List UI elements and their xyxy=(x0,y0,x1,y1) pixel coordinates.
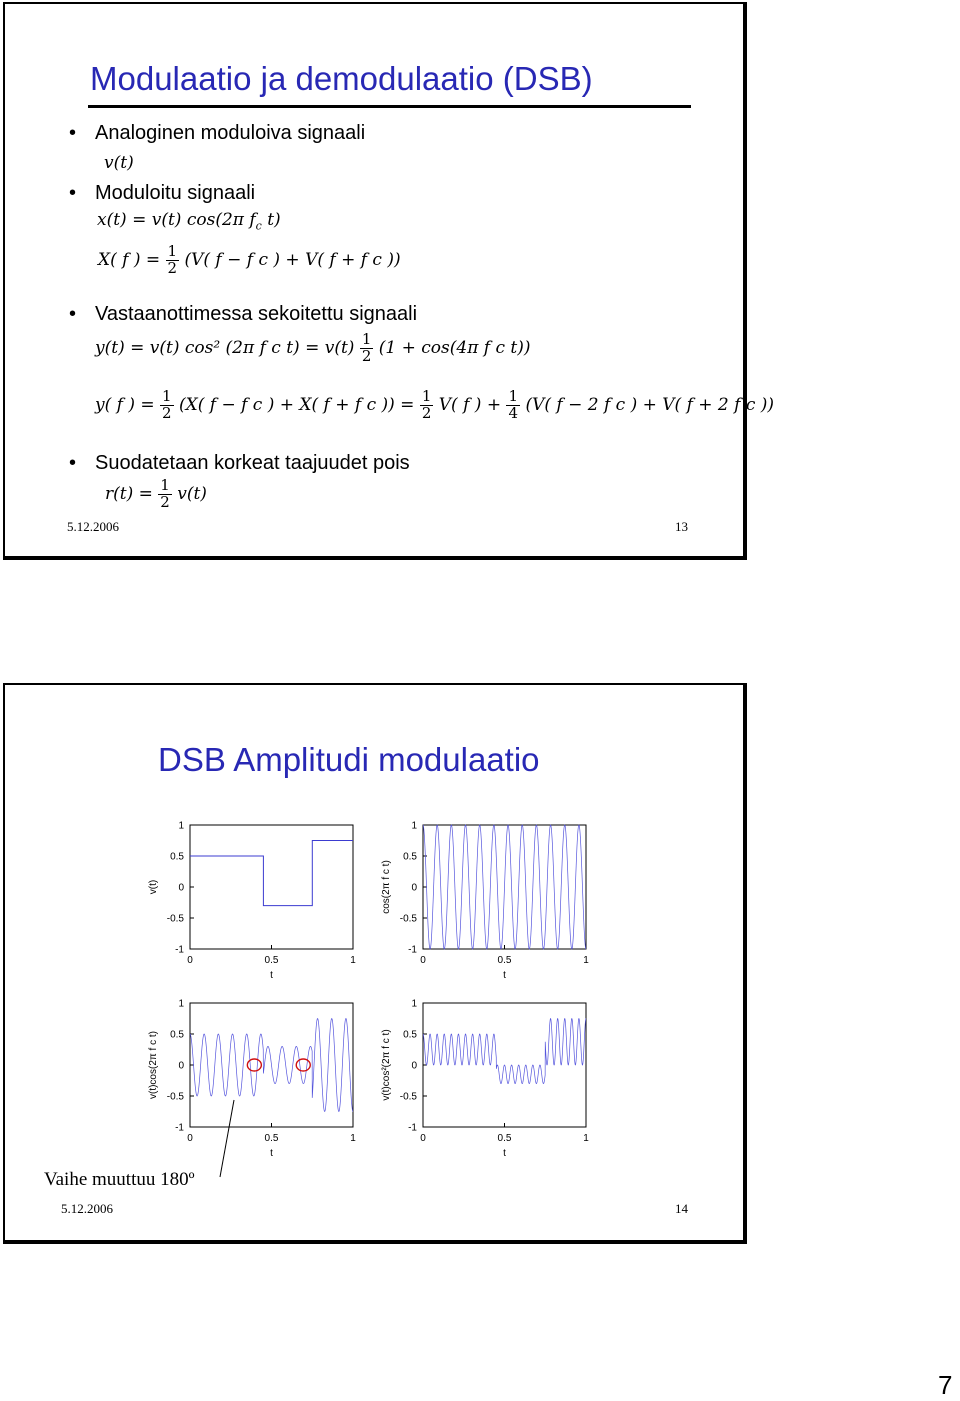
bullet-dot-icon: • xyxy=(69,122,77,144)
x-tick-label: 0 xyxy=(187,1133,193,1144)
y-tick-label: -0.5 xyxy=(166,913,184,925)
slide-14 xyxy=(3,683,747,1244)
page-number: 7 xyxy=(938,1370,953,1400)
x-axis-label: t xyxy=(270,1148,273,1159)
slide-title: Modulaatio ja demodulaatio (DSB) xyxy=(90,60,593,97)
y-tick-label: 1 xyxy=(178,820,184,832)
chart-2 xyxy=(423,825,586,949)
bullet-dot-icon: • xyxy=(69,182,77,204)
x-tick-label: 1 xyxy=(350,955,356,966)
y-tick-label: 1 xyxy=(411,820,417,832)
y-axis-label: v(t)cos(2π f c t) xyxy=(148,1030,159,1100)
x-axis-label: t xyxy=(270,970,273,981)
formula-r-t: r(t) = $\frac{1}{2}$ v(t) xyxy=(105,476,207,511)
x-tick-label: 0.5 xyxy=(264,1133,279,1144)
y-tick-label: 1 xyxy=(411,998,417,1010)
slide-13: Modulaatio ja demodulaatio (DSB) • Analoginen moduloiva signaali v(t) • Moduloitu signaali x(t) = v(t) cos(2π $f_c$ t) X( f ) = $\frac{1}{2}$ (V( f − f c ) + V( f + f c )) • Vastaanottimessa sekoitettu signaali y(t) = v(t) cos² (2π f c t) = v(t) $\frac{1}{2}$ (1 + cos(4π f c t)) y( f ) = $\frac{1}{2}$ (X( f − f c ) + X( f + f c )) = $\frac{1}{2}$ V( f ) + $\frac{1}{4}$ (V( f − 2 f c ) + V( f + 2 f c )) • Suodatetaan korkeat taajuudet pois r(t) = $\frac{1}{2}$ v(t) 5.12.2006 13 xyxy=(3,2,747,560)
x-tick-label: 0 xyxy=(420,955,426,966)
x-tick-label: 0.5 xyxy=(264,955,279,966)
x-axis-label: t xyxy=(503,970,506,981)
y-tick-label: 0 xyxy=(411,1060,417,1072)
footer-date: 5.12.2006 xyxy=(67,519,119,534)
y-tick-label: 0.5 xyxy=(170,851,184,863)
y-axis-label: v(t) xyxy=(148,879,159,895)
y-tick-label: -0.5 xyxy=(166,1091,184,1103)
chart-4 xyxy=(423,1003,586,1127)
x-axis-label: t xyxy=(503,1148,506,1159)
y-tick-label: 0 xyxy=(178,882,184,894)
y-tick-label: 0 xyxy=(178,1060,184,1072)
charts-panel xyxy=(5,685,745,1240)
y-tick-label: -1 xyxy=(175,1122,184,1134)
y-tick-label: -1 xyxy=(408,1122,417,1134)
formula-y-t: y(t) = v(t) cos² (2π f c t) = v(t) $\frac{1}{2}$ (1 + cos(4π f c t)) xyxy=(95,330,531,365)
bullet-dot-icon: • xyxy=(69,303,77,325)
footer-date: 5.12.2006 xyxy=(61,1201,113,1216)
x-tick-label: 0.5 xyxy=(497,955,512,966)
y-tick-label: -0.5 xyxy=(399,1091,417,1103)
formula-v-t: v(t) xyxy=(104,153,134,173)
chart-3 xyxy=(190,1003,353,1127)
formula-x-t: x(t) = v(t) cos(2π $f_c$ t) xyxy=(97,210,281,233)
x-tick-label: 0.5 xyxy=(497,1133,512,1144)
formula-y-f: y( f ) = $\frac{1}{2}$ (X( f − f c ) + X( f + f c )) = $\frac{1}{2}$ V( f ) + $\frac{1}{4}$ (V( f − 2 f c ) + V( f + 2 f c )) xyxy=(95,387,775,422)
x-tick-label: 1 xyxy=(583,955,589,966)
title-divider xyxy=(88,105,691,108)
phase-caption: Vaihe muuttuu 180º xyxy=(44,1169,195,1190)
footer-slide-number: 14 xyxy=(675,1201,688,1216)
y-tick-label: 0.5 xyxy=(170,1029,184,1041)
y-tick-label: 1 xyxy=(178,998,184,1010)
y-tick-label: -1 xyxy=(408,944,417,956)
y-axis-label: cos(2π f c t) xyxy=(381,860,392,914)
x-tick-label: 1 xyxy=(583,1133,589,1144)
x-tick-label: 0 xyxy=(420,1133,426,1144)
y-tick-label: 0 xyxy=(411,882,417,894)
x-tick-label: 1 xyxy=(350,1133,356,1144)
formula-X-f: X( f ) = $\frac{1}{2}$ (V( f − f c ) + V( f + f c )) xyxy=(98,242,401,277)
bullet-dot-icon: • xyxy=(69,452,77,474)
y-tick-label: -0.5 xyxy=(399,913,417,925)
y-tick-label: 0.5 xyxy=(403,851,417,863)
plot-frame xyxy=(190,825,353,949)
y-tick-label: -1 xyxy=(175,944,184,956)
slide-title: DSB Amplitudi modulaatio xyxy=(158,741,540,778)
y-tick-label: 0.5 xyxy=(403,1029,417,1041)
chart-1 xyxy=(190,825,353,949)
footer-slide-number: 13 xyxy=(675,519,688,534)
y-axis-label: v(t)cos²(2π f c t) xyxy=(381,1029,392,1101)
x-tick-label: 0 xyxy=(187,955,193,966)
